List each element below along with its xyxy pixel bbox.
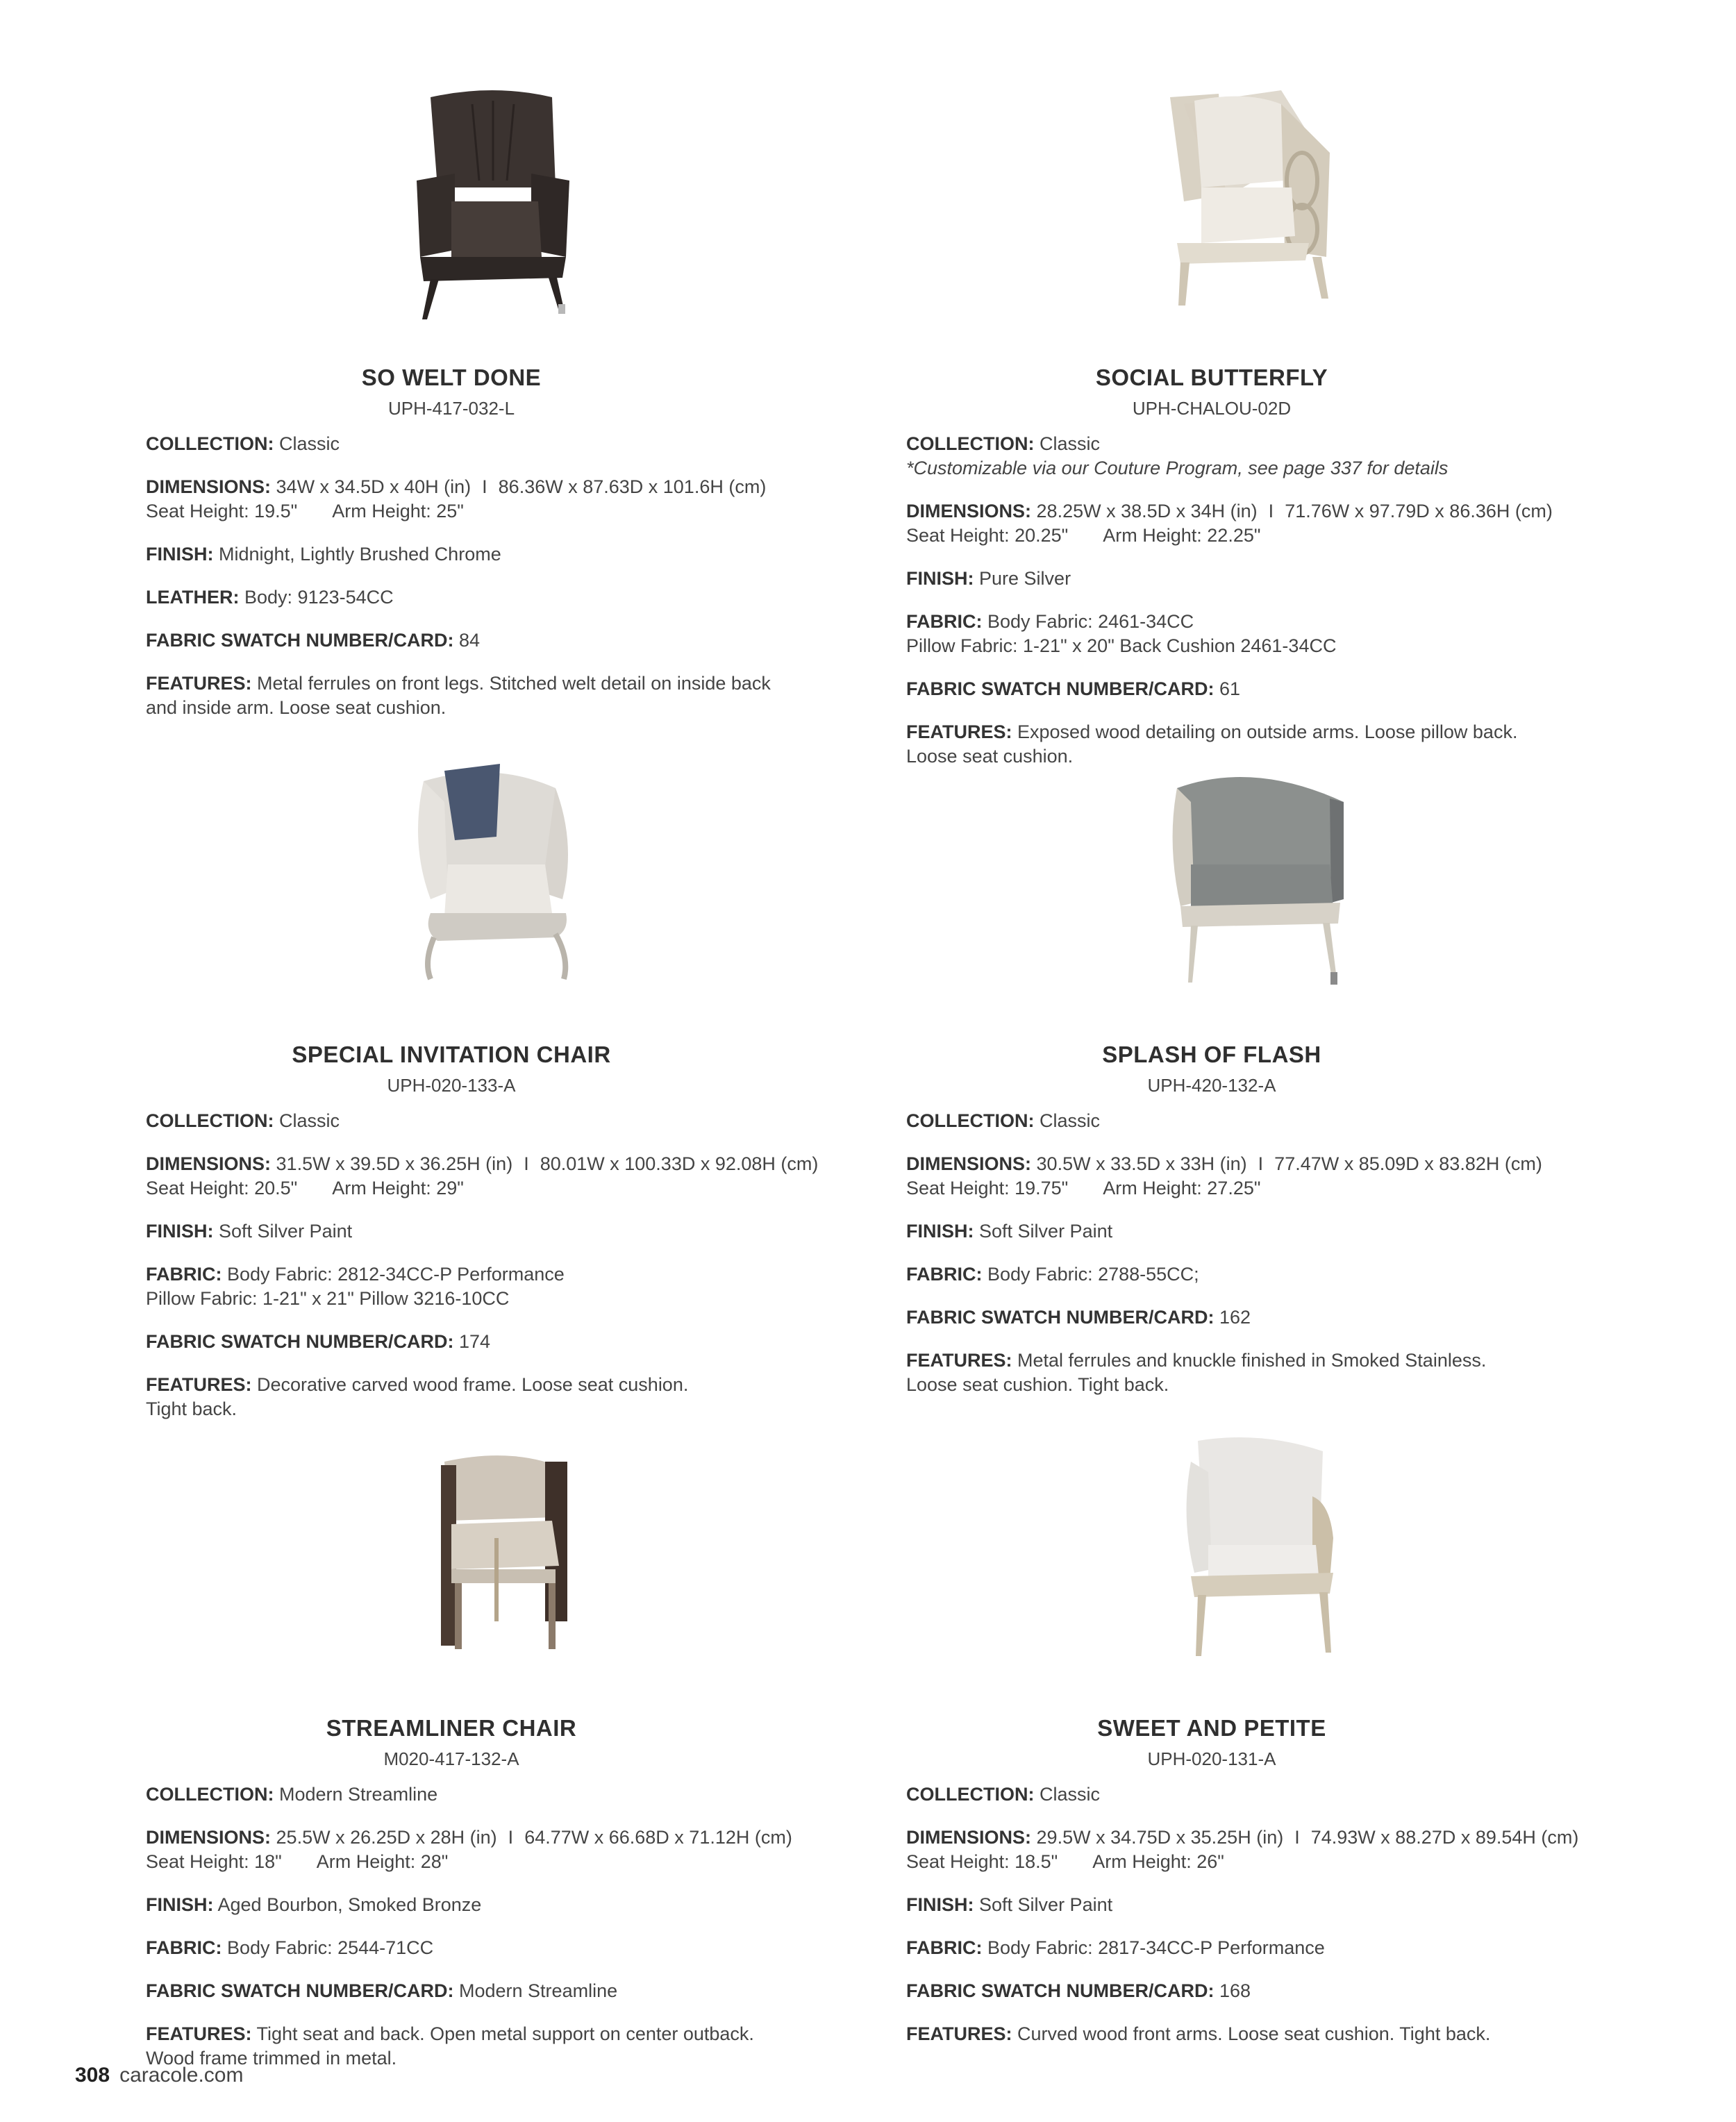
spec-list (146, 1109, 840, 1421)
product-social-butterfly (906, 83, 1601, 787)
page-number: 308 (75, 2064, 110, 2087)
product-sku: UPH-020-133-A (387, 1075, 516, 1096)
spec-swatch: FABRIC SWATCH NUMBER/CARD: 61 (906, 678, 1241, 699)
spec-list (906, 1109, 1601, 1397)
product-title: SO WELT DONE (361, 365, 542, 390)
product-photo (146, 1434, 840, 1691)
product-splash-of-flash (906, 760, 1601, 1416)
spec-list (906, 432, 1601, 769)
pale-silver-armchair-image (1142, 1434, 1364, 1670)
spec-collection: COLLECTION: Classic (146, 1110, 340, 1131)
spec-dimensions: DIMENSIONS: 28.25W x 38.5D x 34H (in) I 71.76W x 97.79D x 86.36H (cm) Seat Height: 20.25" Arm Height: 22.25" (906, 501, 1553, 546)
product-sku: UPH-420-132-A (1147, 1075, 1276, 1096)
spec-material: LEATHER: Body: 9123-54CC (146, 587, 394, 608)
spec-list (146, 432, 840, 720)
spec-finish: FINISH: Midnight, Lightly Brushed Chrome (146, 544, 501, 565)
spec-dimensions: DIMENSIONS: 25.5W x 26.25D x 28H (in) I 64.77W x 66.68D x 71.12H (cm) Seat Height: 18" Arm Height: 28" (146, 1827, 792, 1872)
spec-collection: COLLECTION: Classic (906, 1110, 1101, 1131)
product-streamliner-chair (146, 1434, 840, 2089)
silver-lattice-armchair-image (1142, 83, 1364, 319)
product-title: SWEET AND PETITE (1097, 1715, 1326, 1741)
product-sku: UPH-020-131-A (1147, 1748, 1276, 1769)
spec-dimensions: DIMENSIONS: 29.5W x 34.75D x 35.25H (in) I 74.93W x 88.27D x 89.54H (cm) Seat Height: 18.5" Arm Height: 26" (906, 1827, 1579, 1872)
spec-collection: COLLECTION: Classic *Customizable via our Couture Program, see page 337 for details (906, 432, 1601, 481)
spec-swatch: FABRIC SWATCH NUMBER/CARD: 168 (906, 1980, 1251, 2001)
spec-material: FABRIC: Body Fabric: 2812-34CC-P Performance Pillow Fabric: 1-21" x 21" Pillow 3216-10CC (146, 1264, 565, 1309)
spec-material: FABRIC: Body Fabric: 2817-34CC-P Performance (906, 1937, 1325, 1958)
product-sku: M020-417-132-A (383, 1748, 519, 1769)
spec-collection: COLLECTION: Classic (906, 1784, 1101, 1805)
spec-swatch: FABRIC SWATCH NUMBER/CARD: 174 (146, 1331, 491, 1352)
page-footer (75, 2064, 243, 2087)
spec-material: FABRIC: Body Fabric: 2544-71CC (146, 1937, 434, 1958)
spec-features: FEATURES: Decorative carved wood frame. Loose seat cushion. Tight back. (146, 1374, 689, 1419)
product-title: SPECIAL INVITATION CHAIR (292, 1042, 611, 1067)
product-photo (146, 83, 840, 340)
modern-wood-frame-chair-image (382, 1434, 604, 1670)
product-sweet-and-petite (906, 1434, 1601, 2065)
product-title: SOCIAL BUTTERFLY (1095, 365, 1328, 390)
product-photo (906, 1434, 1601, 1691)
spec-collection: COLLECTION: Modern Streamline (146, 1784, 438, 1805)
product-title: SPLASH OF FLASH (1102, 1042, 1321, 1067)
spec-features: FEATURES: Metal ferrules on front legs. Stitched welt detail on inside back and inside arm. Loose seat cushion. (146, 673, 771, 718)
spec-material: FABRIC: Body Fabric: 2461-34CC Pillow Fabric: 1-21" x 20" Back Cushion 2461-34CC (906, 611, 1337, 656)
product-special-invitation-chair (146, 760, 840, 1440)
spec-dimensions: DIMENSIONS: 34W x 34.5D x 40H (in) I 86.36W x 87.63D x 101.6H (cm) Seat Height: 19.5" Arm Height: 25" (146, 476, 767, 521)
product-photo (906, 760, 1601, 1017)
spec-finish: FINISH: Soft Silver Paint (146, 1221, 353, 1242)
spec-collection: COLLECTION: Classic (146, 433, 340, 454)
spec-material: FABRIC: Body Fabric: 2788-55CC; (906, 1264, 1199, 1285)
spec-dimensions: DIMENSIONS: 30.5W x 33.5D x 33H (in) I 77.47W x 85.09D x 83.82H (cm) Seat Height: 19.75" Arm Height: 27.25" (906, 1153, 1542, 1198)
leather-wingback-chair-image (389, 83, 597, 319)
spec-swatch: FABRIC SWATCH NUMBER/CARD: 162 (906, 1307, 1251, 1328)
product-sku: UPH-417-032-L (387, 398, 515, 419)
couture-note: *Customizable via our Couture Program, see page 337 for details (906, 458, 1449, 478)
spec-features: FEATURES: Tight seat and back. Open metal support on center outback. Wood frame trimmed in metal. (146, 2023, 754, 2069)
site-link[interactable]: caracole.com (119, 2064, 244, 2087)
spec-list (906, 1782, 1601, 2046)
carved-silver-armchair-image (382, 760, 604, 996)
spec-list (146, 1782, 840, 2071)
product-sku: UPH-CHALOU-02D (1132, 398, 1292, 419)
spec-dimensions: DIMENSIONS: 31.5W x 39.5D x 36.25H (in) I 80.01W x 100.33D x 92.08H (cm) Seat Height: 20.5" Arm Height: 29" (146, 1153, 819, 1198)
spec-features: FEATURES: Exposed wood detailing on outside arms. Loose pillow back. Loose seat cushion. (906, 721, 1518, 767)
gray-velvet-barrel-chair-image (1142, 760, 1364, 996)
spec-swatch: FABRIC SWATCH NUMBER/CARD: 84 (146, 630, 481, 651)
spec-finish: FINISH: Soft Silver Paint (906, 1221, 1113, 1242)
product-photo (146, 760, 840, 1017)
spec-features: FEATURES: Curved wood front arms. Loose seat cushion. Tight back. (906, 2023, 1491, 2044)
spec-swatch: FABRIC SWATCH NUMBER/CARD: Modern Streamline (146, 1980, 618, 2001)
spec-finish: FINISH: Soft Silver Paint (906, 1894, 1113, 1915)
spec-finish: FINISH: Pure Silver (906, 568, 1071, 589)
product-photo (906, 83, 1601, 340)
spec-features: FEATURES: Metal ferrules and knuckle finished in Smoked Stainless. Loose seat cushion. Tight back. (906, 1350, 1487, 1395)
spec-finish: FINISH: Aged Bourbon, Smoked Bronze (146, 1894, 482, 1915)
product-so-welt-done (146, 83, 840, 739)
product-title: STREAMLINER CHAIR (326, 1715, 577, 1741)
